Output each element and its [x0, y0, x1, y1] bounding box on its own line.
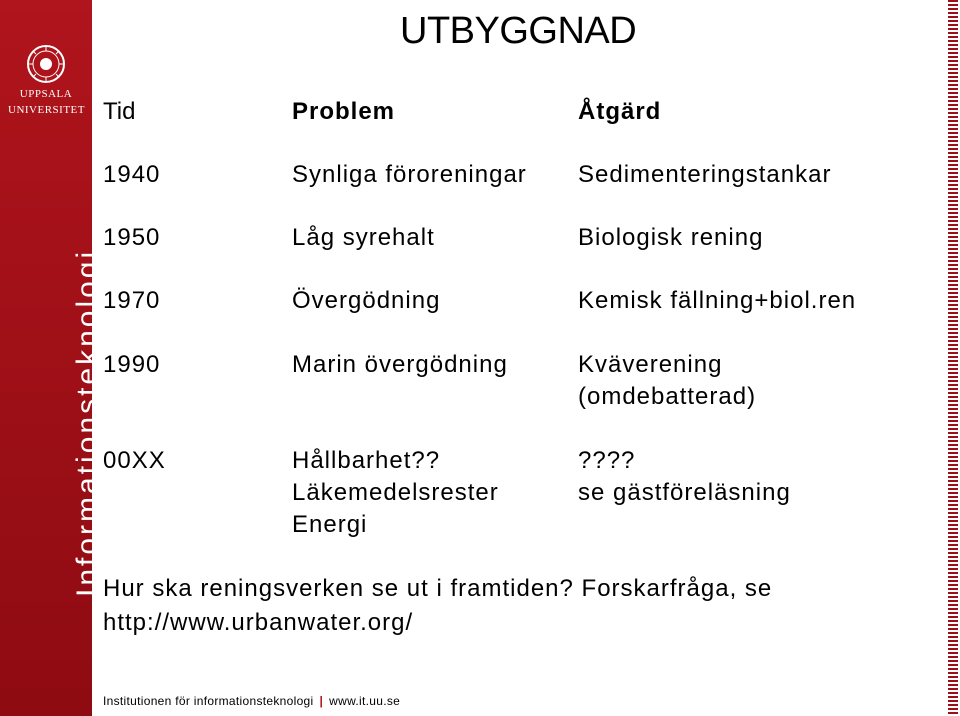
row-action: Kemisk fällning+biol.ren: [578, 287, 857, 314]
row-time: 1950: [103, 224, 161, 251]
row-action-line2: se gästföreläsning: [578, 479, 791, 506]
row-action: Biologisk rening: [578, 224, 764, 251]
footer-institution: Institutionen för informationsteknologi: [103, 694, 314, 708]
row-problem: Marin övergödning: [292, 351, 508, 378]
row-problem-line2: Läkemedelsrester: [292, 479, 499, 506]
header-problem: Problem: [292, 98, 396, 125]
footer-url-link[interactable]: www.it.uu.se: [329, 694, 401, 708]
row-time: 1970: [103, 287, 161, 314]
row-action: Sedimenteringstankar: [578, 161, 832, 188]
decorative-border: [948, 0, 958, 716]
sidebar: [0, 0, 104, 716]
row-problem: Övergödning: [292, 287, 441, 314]
row-time: 00XX: [103, 447, 166, 474]
header-action: Åtgärd: [578, 98, 662, 125]
row-action: ????: [578, 447, 636, 474]
bottom-question: [103, 572, 772, 640]
row-problem-line3: Energi: [292, 511, 368, 538]
row-action-line2: (omdebatterad): [578, 383, 757, 410]
university-logo: [8, 44, 84, 116]
bottom-line-1: Hur ska reningsverken se ut i framtiden? Forskarfråga, se: [103, 575, 773, 602]
header-time: Tid: [103, 98, 136, 125]
uppsala-seal-icon: [26, 44, 66, 84]
row-time: 1940: [103, 161, 161, 188]
slide-title: UTBYGGNAD: [400, 10, 637, 52]
footer-separator: |: [319, 694, 324, 708]
bottom-line-2-link[interactable]: http://www.urbanwater.org/: [103, 609, 414, 636]
row-time: 1990: [103, 351, 161, 378]
department-vertical-title: Informationsteknologi: [71, 248, 104, 597]
university-name-line2: UNIVERSITET: [8, 104, 85, 116]
university-name-line1: UPPSALA: [19, 88, 73, 100]
row-problem: Hållbarhet??: [292, 447, 441, 474]
row-problem: Låg syrehalt: [292, 224, 435, 251]
footer: [103, 694, 400, 708]
row-problem: Synliga föroreningar: [292, 161, 527, 188]
row-action: Kväverening: [578, 351, 723, 378]
